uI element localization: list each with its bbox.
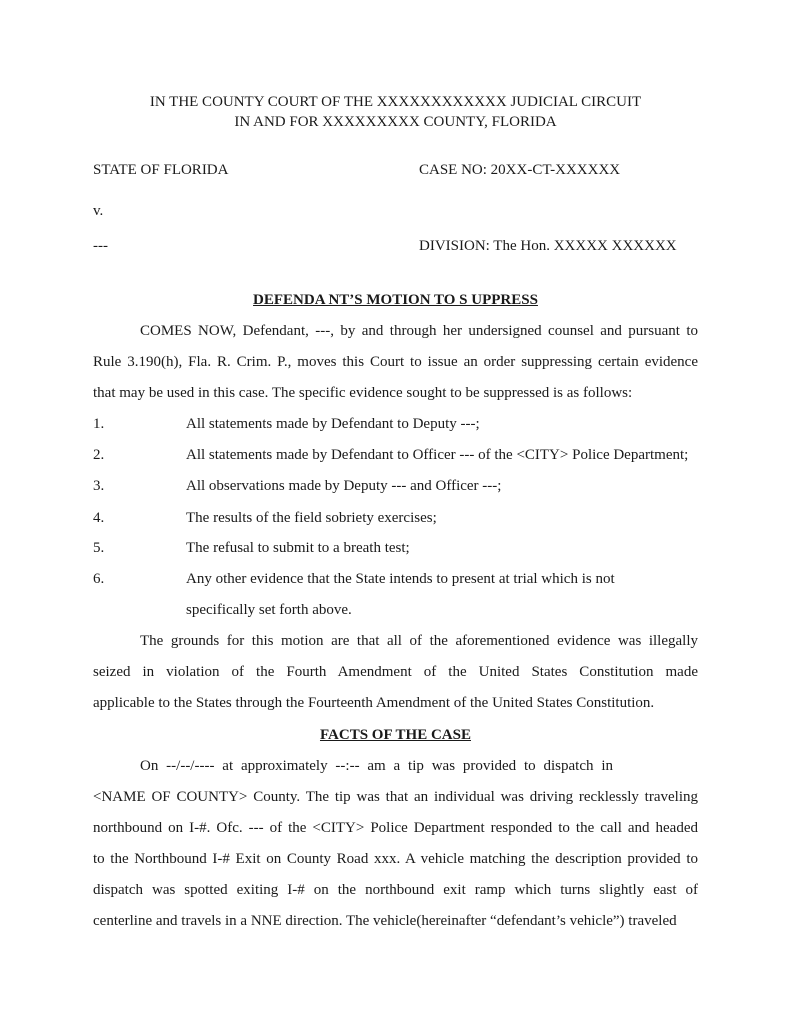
list-item-text: All statements made by Defendant to Deputy ---; [186, 416, 480, 432]
court-caption-line-2: IN AND FOR XXXXXXXXX COUNTY, FLORIDA [234, 114, 557, 130]
list-item-text: The results of the field sobriety exercises; [186, 510, 437, 526]
facts-line-2: <NAME OF COUNTY> County. The tip was that an individual was driving recklessly traveling [93, 789, 698, 805]
list-item-number: 2. [93, 447, 105, 463]
facts-line-4: to the Northbound I-# Exit on County Road xxx. A vehicle matching the description provided to [93, 851, 698, 867]
grounds-line-3: applicable to the States through the Fourteenth Amendment of the United States Constitution. [93, 695, 655, 711]
list-item-continuation: specifically set forth above. [186, 602, 352, 618]
plaintiff-name: STATE OF FLORIDA [93, 162, 229, 178]
list-item-number: 5. [93, 540, 105, 556]
list-item-text: All statements made by Defendant to Officer --- of the <CITY> Police Department; [186, 447, 689, 463]
intro-line-1: COMES NOW, Defendant, ---, by and through her undersigned counsel and pursuant to [140, 323, 698, 339]
list-item-text: The refusal to submit to a breath test; [186, 540, 410, 556]
list-item-number: 6. [93, 571, 105, 587]
list-item-number: 1. [93, 416, 105, 432]
court-caption-line-1: IN THE COUNTY COURT OF THE XXXXXXXXXXXX JUDICIAL CIRCUIT [149, 94, 642, 110]
versus-label: v. [93, 203, 104, 219]
facts-line-6: centerline and travels in a NNE direction. The vehicle(hereinafter “defendant’s vehicle”) traveled [93, 913, 677, 929]
facts-line-1: On --/--/---- at approximately --:-- am a tip was provided to dispatch in [140, 758, 613, 774]
grounds-line-1: The grounds for this motion are that all of the aforementioned evidence was illegally [140, 633, 698, 649]
list-item-number: 4. [93, 510, 105, 526]
motion-title: DEFENDA NT’S MOTION TO S UPPRESS [253, 292, 538, 308]
list-item-text: All observations made by Deputy --- and Officer ---; [186, 478, 502, 494]
intro-line-2: Rule 3.190(h), Fla. R. Crim. P., moves this Court to issue an order suppressing certain evidence [93, 354, 698, 370]
division-label: DIVISION: The Hon. XXXXX XXXXXX [419, 238, 677, 254]
intro-line-3: that may be used in this case. The specific evidence sought to be suppressed is as follows: [93, 385, 633, 401]
facts-heading: FACTS OF THE CASE [319, 727, 471, 743]
list-item-number: 3. [93, 478, 105, 494]
case-number: CASE NO: 20XX-CT-XXXXXX [419, 162, 621, 178]
facts-line-3: northbound on I-#. Ofc. --- of the <CITY> Police Department responded to the call and headed [93, 820, 698, 836]
facts-line-5: dispatch was spotted exiting I-# on the northbound exit ramp which turns slightly east of [93, 882, 698, 898]
grounds-line-2: seized in violation of the Fourth Amendment of the United States Constitution made [93, 664, 698, 680]
list-item-text: Any other evidence that the State intends to present at trial which is not [186, 571, 615, 587]
defendant-name: --- [93, 238, 108, 254]
